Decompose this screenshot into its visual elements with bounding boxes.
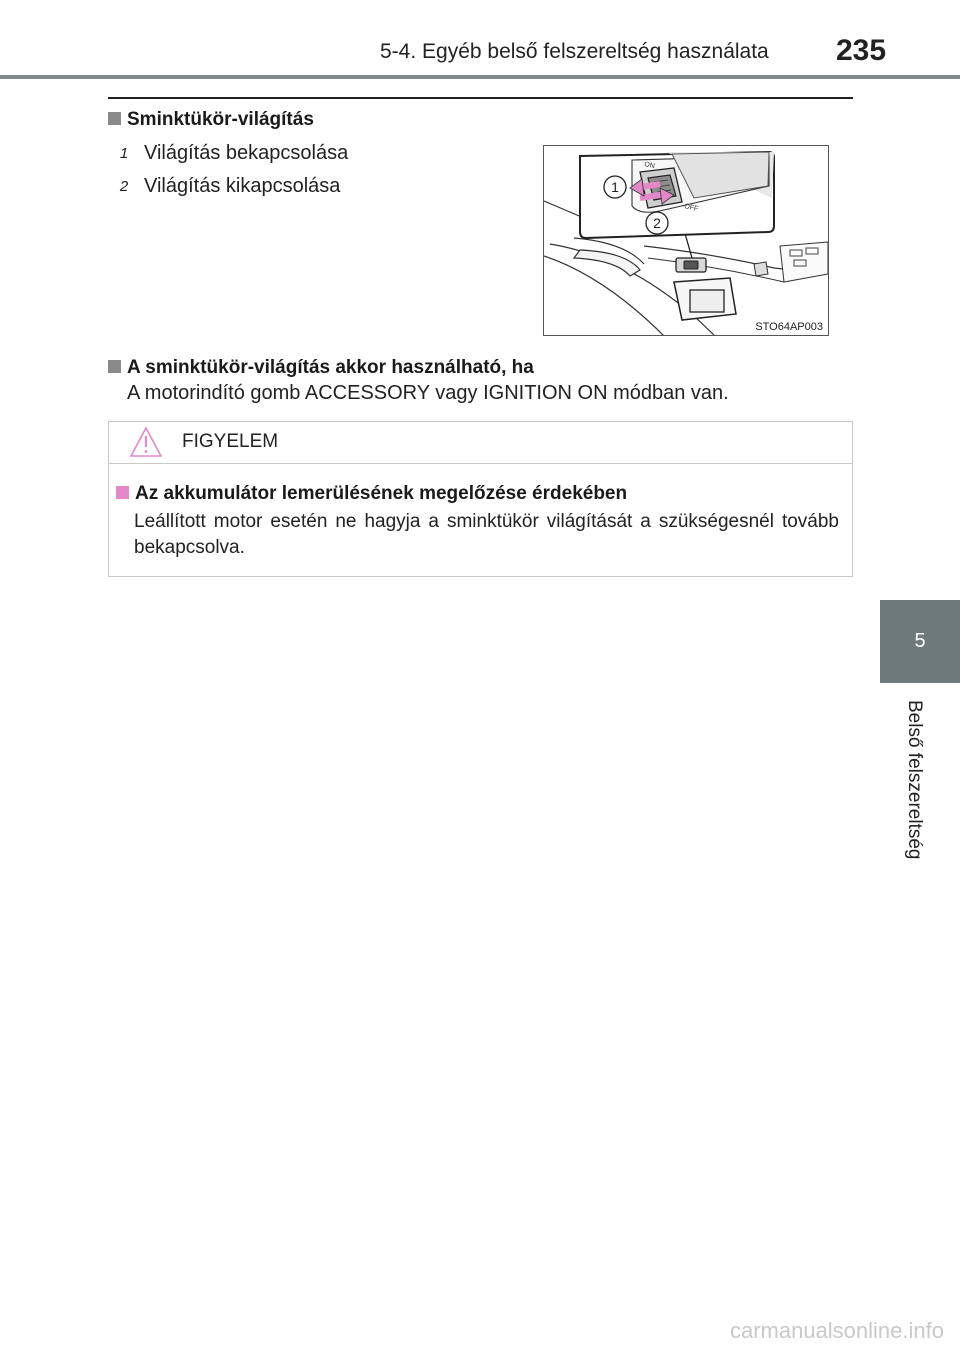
warning-subheading-text: Az akkumulátor lemerülésének megelőzése érdekében bbox=[135, 483, 628, 504]
watermark: carmanualsonline.info bbox=[729, 1318, 944, 1343]
figure-code: STO64AP003 bbox=[755, 321, 823, 333]
callout-2: 2 bbox=[653, 215, 661, 231]
page-number: 235 bbox=[836, 34, 887, 67]
warning-header bbox=[109, 422, 852, 464]
warning-subheading bbox=[116, 483, 627, 505]
chapter-number: 5 bbox=[914, 630, 926, 652]
pink-bullet-icon bbox=[116, 486, 129, 499]
step-item-2 bbox=[115, 175, 340, 198]
step-text: Világítás bekapcsolása bbox=[144, 142, 349, 164]
warning-box bbox=[108, 421, 853, 577]
step-number: 2 bbox=[119, 178, 129, 195]
section-rule bbox=[108, 97, 853, 99]
section-heading-text: A sminktükör-világítás akkor használható, ha bbox=[127, 357, 534, 378]
usage-body-text: A motorindító gomb ACCESSORY vagy IGNITION ON módban van. bbox=[127, 382, 729, 404]
callout-1: 1 bbox=[611, 179, 619, 195]
side-label: Belső felszereltség bbox=[904, 700, 925, 860]
section-heading-vanity-light bbox=[108, 109, 314, 131]
header-rule bbox=[0, 75, 960, 79]
step-number: 1 bbox=[119, 145, 129, 162]
section-heading-usage bbox=[108, 357, 534, 379]
warning-body: Leállított motor esetén ne hagyja a sminktükör világítását a szükségesnél tovább bekapcsolva. bbox=[134, 511, 839, 558]
warning-title: FIGYELEM bbox=[182, 431, 279, 452]
step-item-1 bbox=[115, 142, 348, 165]
bullet-square-icon bbox=[108, 360, 121, 373]
bullet-square-icon bbox=[108, 112, 121, 125]
section-heading-text: Sminktükör-világítás bbox=[127, 109, 314, 130]
header-title: 5-4. Egyéb belső felszereltség használata bbox=[380, 40, 769, 63]
warning-triangle-icon bbox=[129, 426, 163, 458]
figure-label-on: ON bbox=[643, 161, 656, 171]
step-text: Világítás kikapcsolása bbox=[144, 175, 341, 197]
figure-label-off: OFF bbox=[683, 203, 699, 213]
figure-vanity-light bbox=[543, 145, 829, 336]
vanity-light-illustration bbox=[544, 146, 828, 335]
chapter-tab[interactable] bbox=[880, 600, 960, 683]
